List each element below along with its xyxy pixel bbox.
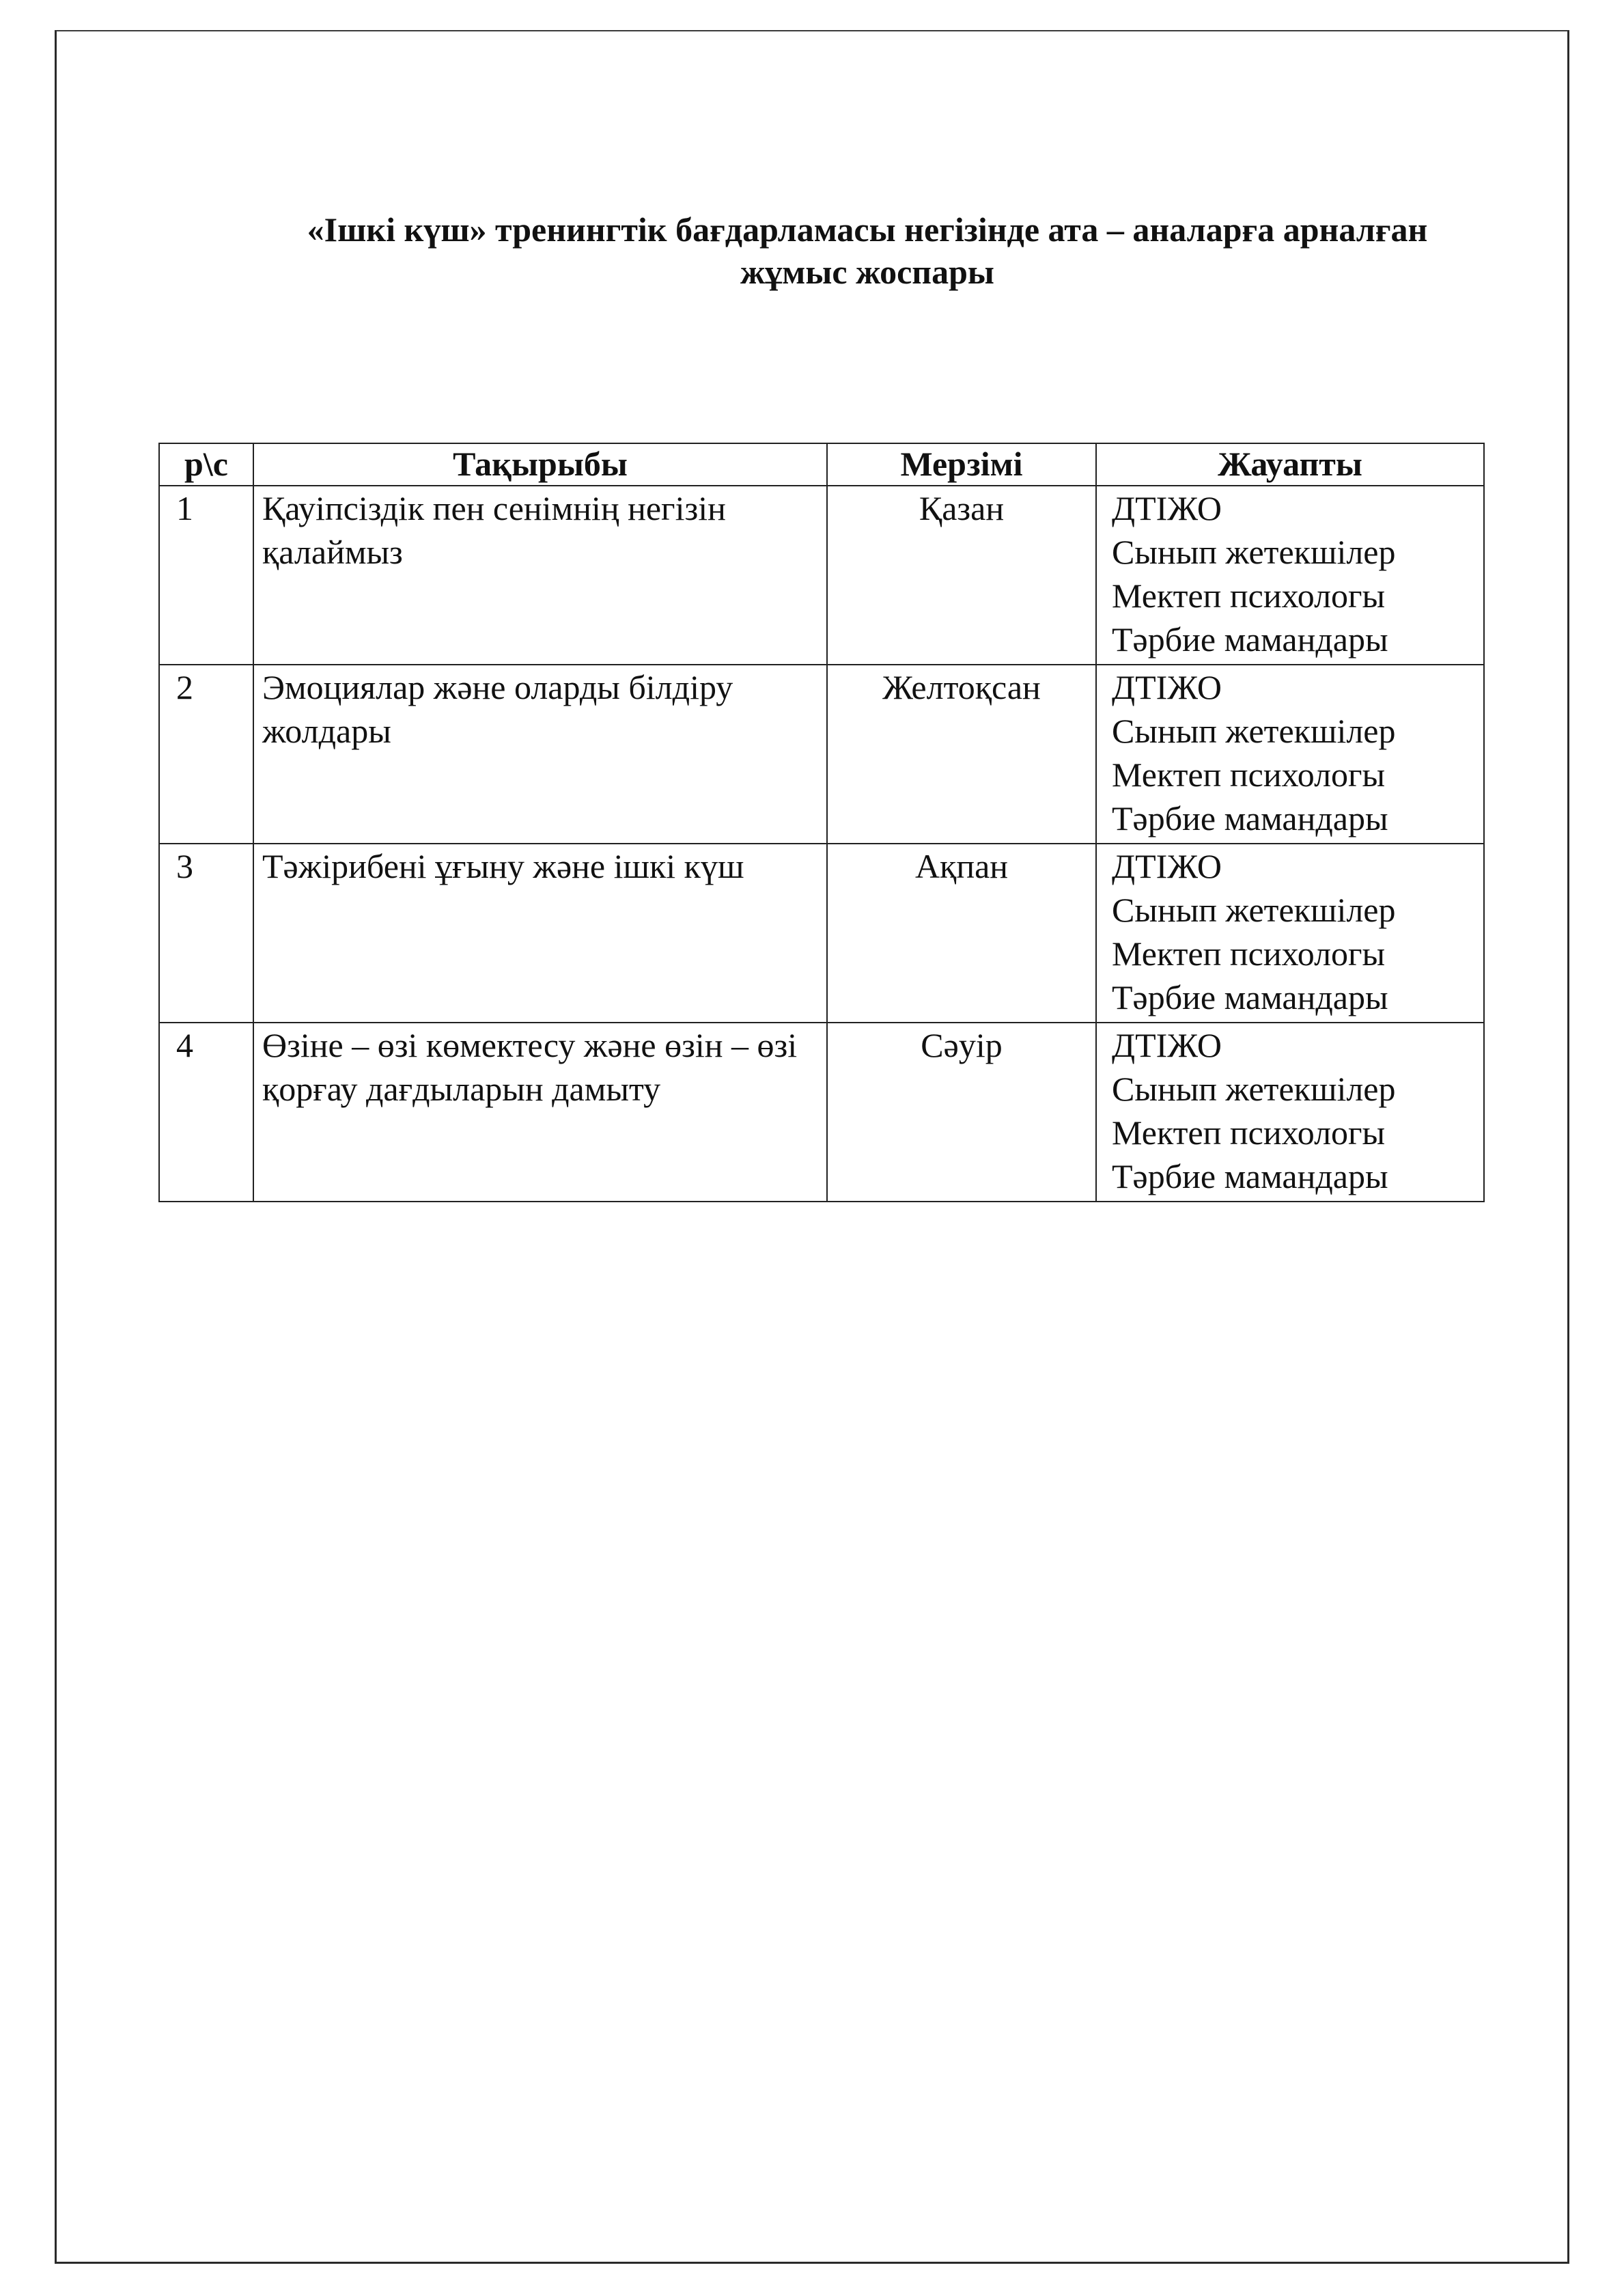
work-plan-table — [158, 443, 1485, 1202]
row-responsible — [1096, 665, 1484, 844]
responsible-item: Тәрбие мамандары — [1112, 799, 1388, 837]
table-row — [159, 486, 1484, 665]
row-number: 1 — [159, 486, 253, 665]
row-number: 3 — [159, 844, 253, 1023]
responsible-item: Мектеп психологы — [1112, 577, 1386, 615]
header-date: Мерзімі — [827, 443, 1096, 486]
row-responsible — [1096, 1023, 1484, 1202]
document-title-line-1: «Ішкі күш» тренингтік бағдарламасы негізінде ата – аналарға арналған — [307, 210, 1428, 249]
responsible-item: Мектеп психологы — [1112, 934, 1386, 973]
responsible-item: ДТІЖО — [1112, 668, 1222, 706]
header-responsible: Жауапты — [1096, 443, 1484, 486]
document-title-line-2: жұмыс жоспары — [740, 253, 994, 291]
responsible-item: Тәрбие мамандары — [1112, 1157, 1388, 1195]
row-responsible — [1096, 486, 1484, 665]
document-title — [205, 208, 1530, 293]
table-header-row — [159, 443, 1484, 486]
row-date: Желтоқсан — [827, 665, 1096, 844]
responsible-item: Тәрбие мамандары — [1112, 620, 1388, 659]
responsible-item: ДТІЖО — [1112, 489, 1222, 527]
row-date: Ақпан — [827, 844, 1096, 1023]
table-row — [159, 665, 1484, 844]
responsible-item: Сынып жетекшілер — [1112, 712, 1396, 750]
responsible-item: ДТІЖО — [1112, 1026, 1222, 1064]
responsible-item: Мектеп психологы — [1112, 756, 1386, 794]
responsible-item: Сынып жетекшілер — [1112, 533, 1396, 571]
row-number: 4 — [159, 1023, 253, 1202]
row-topic: Тәжірибені ұғыну және ішкі күш — [253, 844, 827, 1023]
header-number: р\с — [159, 443, 253, 486]
table-row — [159, 844, 1484, 1023]
row-topic: Өзіне – өзі көмектесу және өзін – өзі қорғау дағдыларын дамыту — [253, 1023, 827, 1202]
row-date: Сәуір — [827, 1023, 1096, 1202]
table-row — [159, 1023, 1484, 1202]
row-number: 2 — [159, 665, 253, 844]
row-topic: Эмоциялар және оларды білдіру жолдары — [253, 665, 827, 844]
row-date: Қазан — [827, 486, 1096, 665]
responsible-item: Сынып жетекшілер — [1112, 891, 1396, 929]
responsible-item: Тәрбие мамандары — [1112, 978, 1388, 1016]
responsible-item: Мектеп психологы — [1112, 1113, 1386, 1152]
row-topic: Қауіпсіздік пен сенімнің негізін қалаймыз — [253, 486, 827, 665]
header-topic: Тақырыбы — [253, 443, 827, 486]
responsible-item: ДТІЖО — [1112, 847, 1222, 885]
responsible-item: Сынып жетекшілер — [1112, 1070, 1396, 1108]
row-responsible — [1096, 844, 1484, 1023]
